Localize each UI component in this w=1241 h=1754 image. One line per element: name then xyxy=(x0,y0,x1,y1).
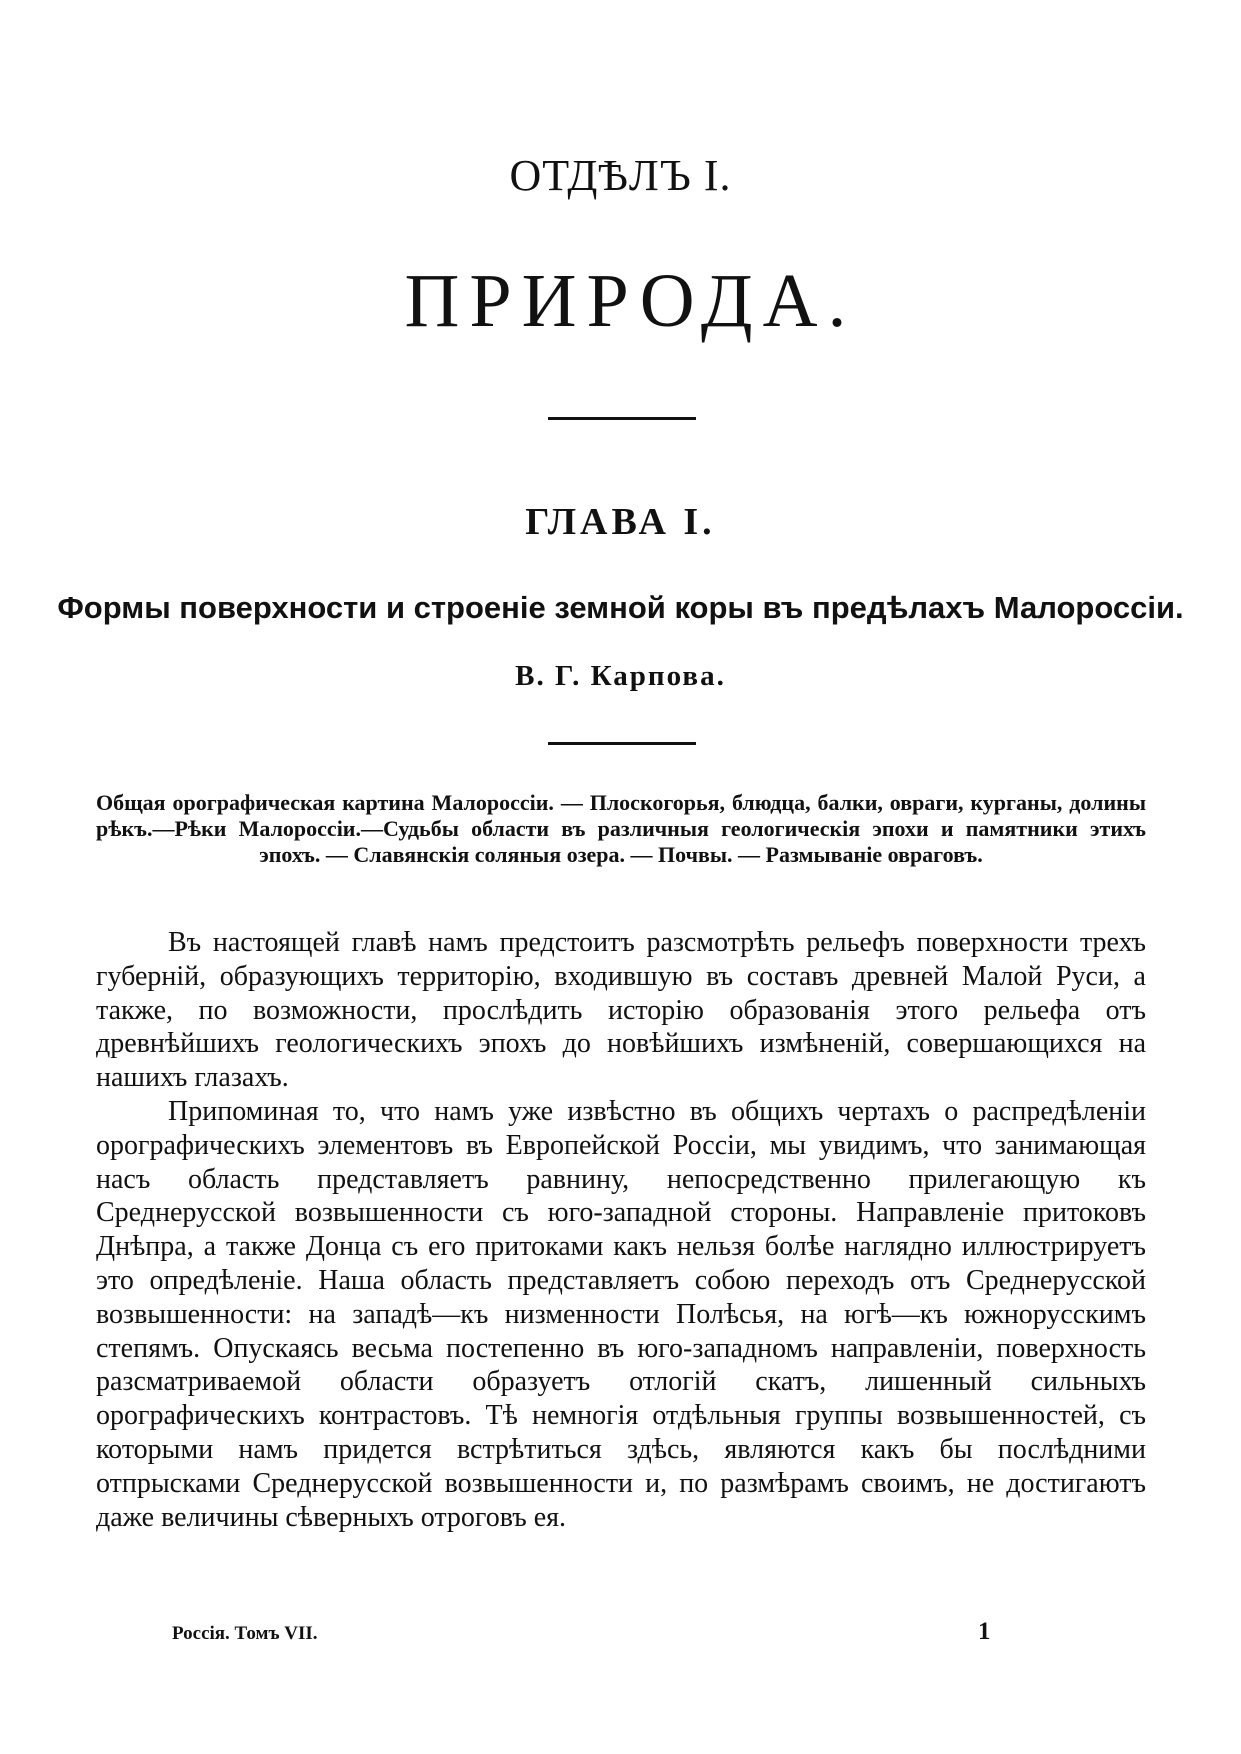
chapter-summary: Общая орографическая картина Малороссіи. — Плоскогорья, блюдца, балки, овраги, курганы, долины рѣкъ.—Рѣки Малороссіи.—Судьбы области въ различныя геологическія эпохи и памятники этихъ эпохъ. — Славянскія соляныя озера. — Почвы. — Размываніе овраговъ. xyxy=(96,790,1146,867)
part-title: ПРИРОДА. xyxy=(404,259,857,343)
footer-signature: Россія. Томъ VII. xyxy=(172,1623,318,1644)
chapter-author: В. Г. Карпова. xyxy=(515,660,726,692)
title-divider xyxy=(548,417,696,420)
chapter-divider xyxy=(548,742,696,745)
body-paragraph-1: Въ настоящей главѣ намъ предстоитъ разсмотрѣть рельефъ поверхности трехъ губерній, образующихъ территорію, входившую въ составъ древней Малой Руси, а также, по возможности, прослѣдить исторію образованія этого рельефа отъ древнѣйшихъ геологическихъ эпохъ до новѣйшихъ измѣненій, совершающихся на нашихъ глазахъ. xyxy=(96,927,1146,1094)
section-title: ОТДѢЛЪ I. xyxy=(509,151,732,200)
body-paragraph-2: Припоминая то, что намъ уже извѣстно въ общихъ чертахъ о распредѣленіи орографическихъ элементовъ въ Европейской Россіи, мы увидимъ, что занимающая насъ область представляетъ равнину, непосредственно прилегающую къ Среднерусской возвышенности съ юго-западной стороны. Направленіе притоковъ Днѣпра, а также Донца съ его притоками какъ нельзя болѣе наглядно иллюстрируетъ это опредѣленіе. Наша область представляетъ собою переходъ отъ Среднерусской возвышенности: на западѣ—къ низменности Полѣсья, на югѣ—къ южнорусскимъ степямъ. Опускаясь весьма постепенно въ юго-западномъ направленіи, поверхность разсматриваемой области образуетъ отлогій скатъ, лишенный сильныхъ орографическихъ контрастовъ. Тѣ немногія отдѣльныя группы возвышенностей, съ которыми намъ придется встрѣтиться здѣсь, являются какъ бы послѣдними отпрысками Среднерусской возвышенности и, по размѣрамъ своимъ, не достигаютъ даже величины сѣверныхъ отроговъ ея. xyxy=(96,1095,1146,1533)
chapter-title: ГЛАВА I. xyxy=(525,501,716,543)
chapter-body xyxy=(96,926,1146,1534)
page-number: 1 xyxy=(978,1618,991,1645)
chapter-subtitle: Формы поверхности и строеніе земной коры въ предѣлахъ Малороссіи. xyxy=(57,590,1184,625)
